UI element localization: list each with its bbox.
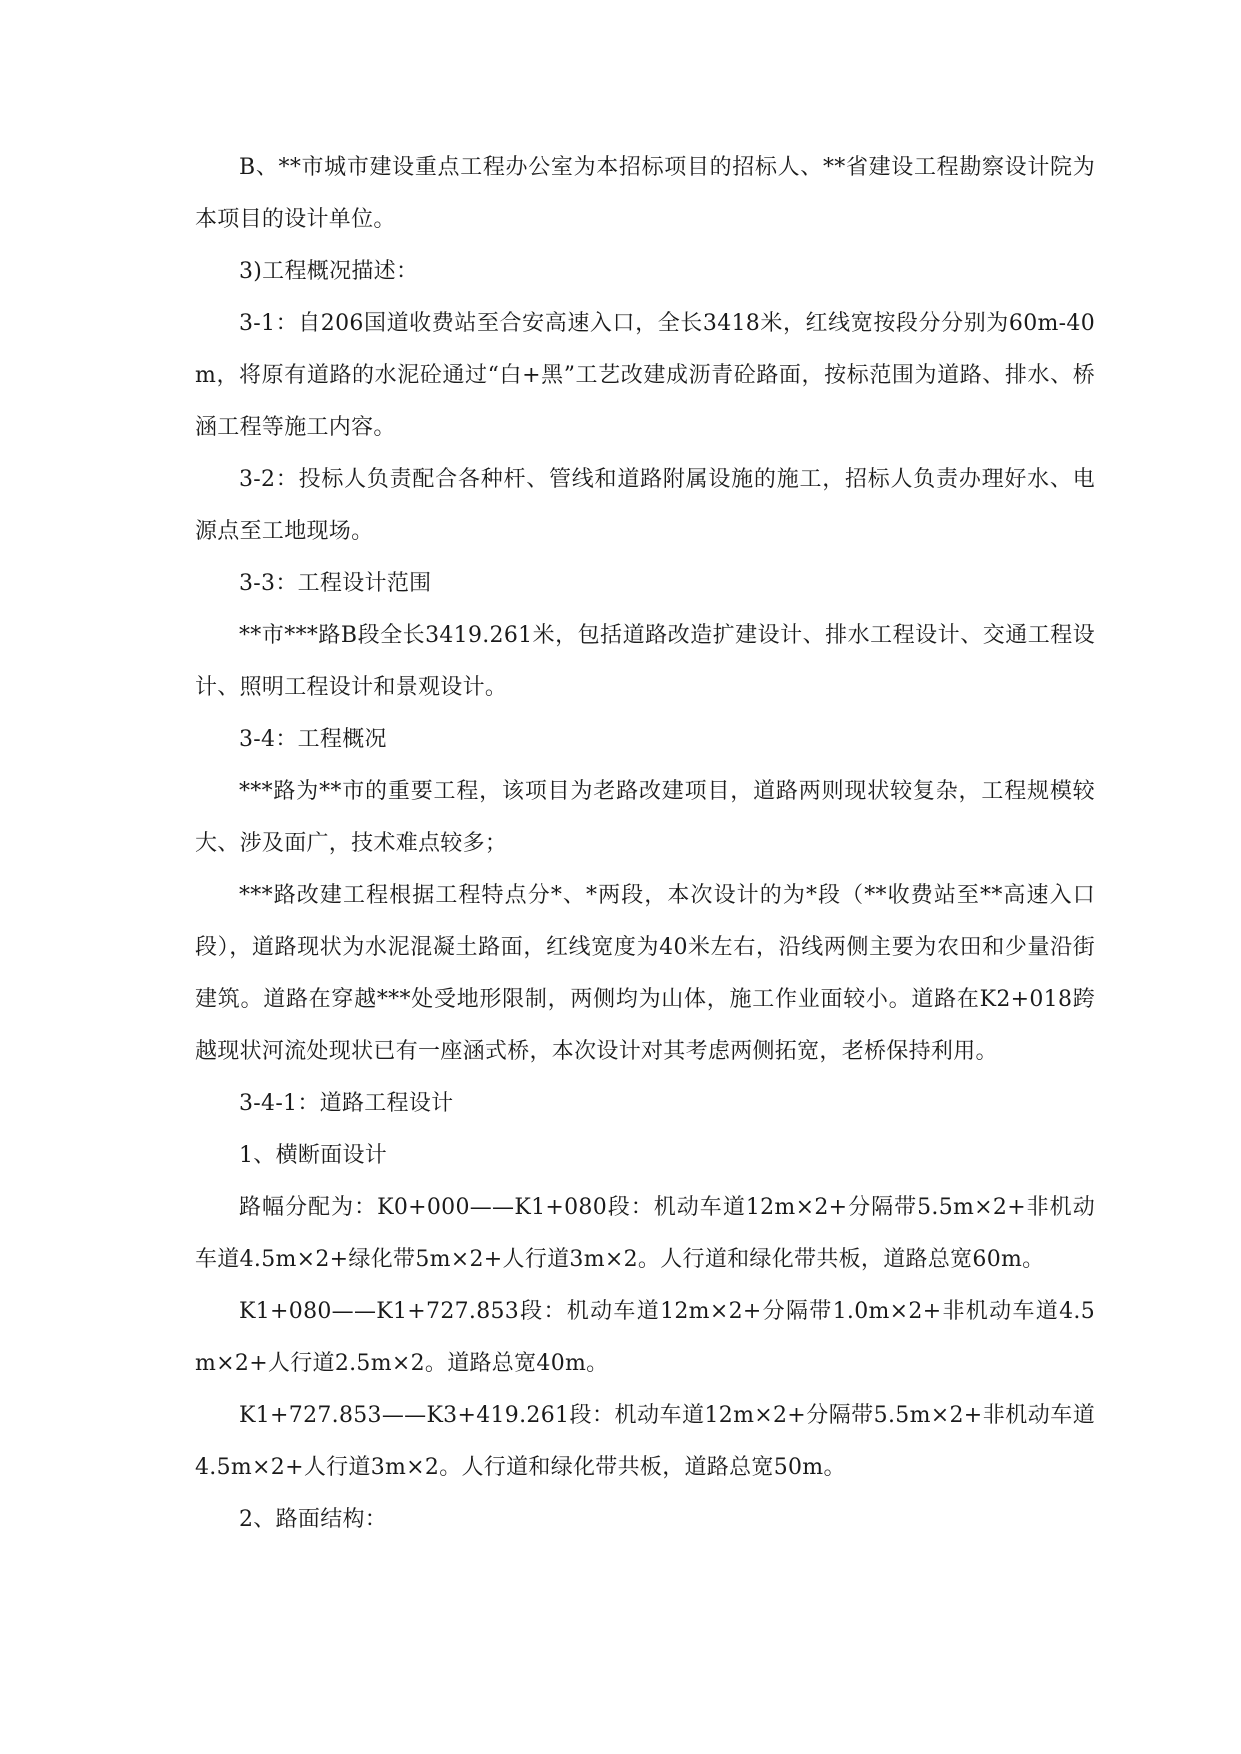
paragraph-section-k0-k1080: 路幅分配为：K0+000——K1+080段：机动车道12m×2+分隔带5.5m×2+非机动车道4.5m×2+绿化带5m×2+人行道3m×2。人行道和绿化带共板，道路总宽60m。 [195,1195,1095,1272]
paragraph-road-status: ***路改建工程根据工程特点分*、*两段，本次设计的为*段（**收费站至**高速入口段），道路现状为水泥混凝土路面，红线宽度为40米左右，沿线两侧主要为农田和少量沿街建筑。道路在穿越***处受地形限制，两侧均为山体，施工作业面较小。道路在K2+018跨越现状河流处现状已有一座涵式桥，本次设计对其考虑两侧拓宽，老桥保持利用。 [195,883,1095,1064]
document-body [195,142,1095,1546]
paragraph-3-1: 3-1：自206国道收费站至合安高速入口，全长3418米，红线宽按段分分别为60m-40m，将原有道路的水泥砼通过“白+黑”工艺改建成沥青砼路面，按标范围为道路、排水、桥涵工程等施工内容。 [195,311,1095,440]
paragraph-cross-section-heading: 1、横断面设计 [239,1143,388,1168]
paragraph-section-k1080-k1727: K1+080——K1+727.853段：机动车道12m×2+分隔带1.0m×2+非机动车道4.5m×2+人行道2.5m×2。道路总宽40m。 [195,1299,1095,1376]
paragraph-3-3-heading: 3-3：工程设计范围 [239,571,432,596]
paragraph-project-importance: ***路为**市的重要工程，该项目为老路改建项目，道路两则现状较复杂，工程规模较大、涉及面广，技术难点较多； [195,779,1095,856]
paragraph-tenderer-designer: B、**市城市建设重点工程办公室为本招标项目的招标人、**省建设工程勘察设计院为本项目的设计单位。 [195,155,1095,232]
paragraph-heading-overview: 3)工程概况描述： [239,259,419,284]
paragraph-design-scope: **市***路B段全长3419.261米，包括道路改造扩建设计、排水工程设计、交通工程设计、照明工程设计和景观设计。 [195,623,1095,700]
paragraph-3-2: 3-2：投标人负责配合各种杆、管线和道路附属设施的施工，招标人负责办理好水、电源点至工地现场。 [195,467,1095,544]
paragraph-pavement-heading: 2、路面结构： [239,1507,388,1532]
paragraph-3-4-heading: 3-4：工程概况 [239,727,387,752]
paragraph-section-k1727-k3419: K1+727.853——K3+419.261段：机动车道12m×2+分隔带5.5m×2+非机动车道4.5m×2+人行道3m×2。人行道和绿化带共板，道路总宽50m。 [195,1403,1095,1480]
paragraph-3-4-1-heading: 3-4-1：道路工程设计 [239,1091,454,1116]
